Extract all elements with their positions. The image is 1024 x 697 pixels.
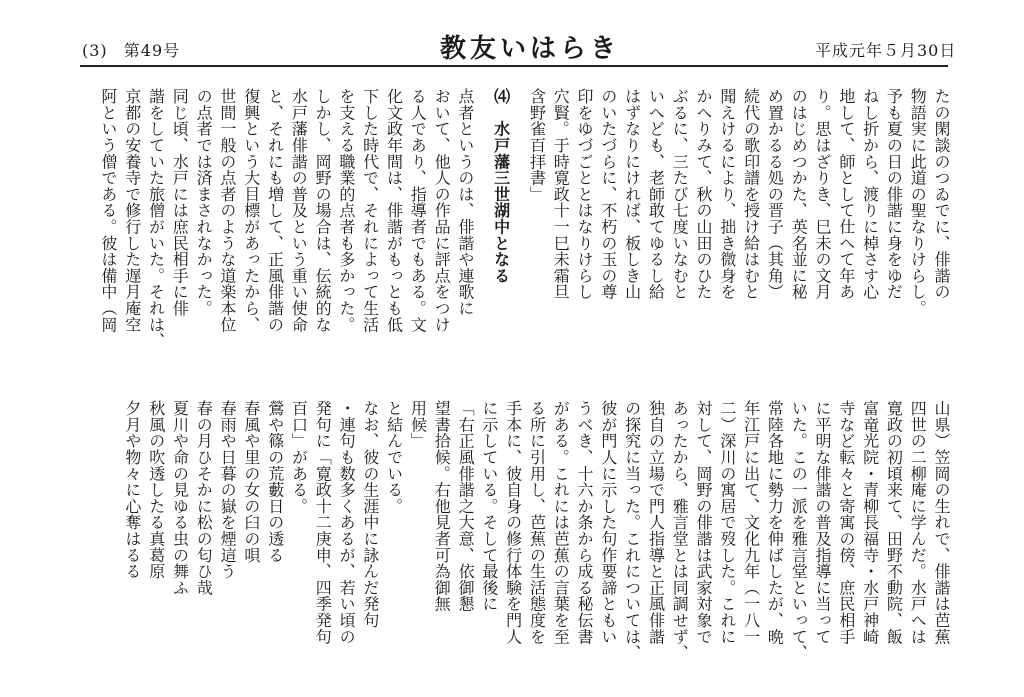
text-column: 水戸藩俳諧の普及という重い使命 bbox=[289, 88, 309, 333]
text-column: 百口」がある。 bbox=[289, 400, 309, 515]
text-column: 地して、師として仕へて年あ bbox=[836, 88, 856, 300]
text-column: 世間一般の点者のような道楽本位 bbox=[217, 88, 237, 333]
text-column: 望書拾候。右他見者可為御無 bbox=[432, 400, 452, 612]
text-column: 同じ頃、水戸には庶民相手に俳 bbox=[170, 88, 190, 317]
haiku-line: 春雨や日暮の嶽を煙這う bbox=[218, 400, 238, 580]
column-gap bbox=[513, 88, 525, 403]
text-column: かへりみて、秋の山田のひた bbox=[694, 88, 714, 300]
text-column: 続代の歌印譜を授け給はむと bbox=[741, 88, 761, 300]
text-column: る所に引用し、芭蕉の生活態度を bbox=[527, 400, 547, 645]
text-column: 発句に「寛政十二庚申、四季発句 bbox=[313, 400, 333, 645]
text-column: 常陸各地に勢力を伸ばしたが、晩 bbox=[765, 400, 785, 645]
text-column: 年江戸に出て、文化九年（一八一 bbox=[741, 400, 761, 645]
text-column: と、それにも増して、正風俳諧の bbox=[265, 88, 285, 333]
text-column: の点者では済まされなかった。 bbox=[194, 88, 214, 317]
column-gap bbox=[477, 88, 489, 403]
text-column: いた。この一派を雅言堂といって、 bbox=[789, 400, 809, 661]
text-column: たの閑談のつゐでに、俳諧の bbox=[932, 88, 951, 300]
lower-text-block bbox=[88, 400, 953, 690]
text-column: 寛政の初頃来て、田野不動院、飯 bbox=[884, 400, 904, 645]
haiku-line: 春の月ひそかに松の匂ひ哉 bbox=[194, 400, 214, 596]
text-column: 阿という僧である。彼は備中（岡 bbox=[98, 88, 118, 333]
haiku-line: 夕月や物々に心奪はるる bbox=[122, 400, 142, 580]
haiku-line: 鶯や篠の荒藪日の透る bbox=[265, 400, 285, 563]
text-column: ぶるに、三たび七度いなむと bbox=[670, 88, 690, 300]
text-column: 京都の安養寺で修行した遅月庵空 bbox=[122, 88, 142, 333]
text-column: 手本に、彼自身の修行体験を門人 bbox=[503, 400, 523, 645]
haiku-line: 秋風の吹透したる真葛原 bbox=[146, 400, 166, 580]
text-column: あったから、雅言堂とは同調せず、 bbox=[670, 400, 690, 661]
text-column: のはじめつかた、英名並に秘 bbox=[789, 88, 809, 300]
text-column: 独自の立場で門人指導と正風俳諧 bbox=[646, 400, 666, 645]
text-column: 含野雀百拝書」 bbox=[527, 88, 547, 203]
text-column: 二）深川の寓居で歿した。これに bbox=[717, 400, 737, 645]
text-column: 物語実に此道の聖なりけらし。 bbox=[908, 88, 928, 317]
text-column: ・連句も数多くあるが、若い頃の bbox=[337, 400, 357, 645]
text-column: 予も夏の日の俳諧に身をゆだ bbox=[884, 88, 904, 300]
text-column: 点者というのは、俳諧や連歌に bbox=[455, 88, 475, 317]
text-column: ねし折から、渡りに棹さす心 bbox=[860, 88, 880, 300]
page-number: (3) bbox=[82, 41, 108, 60]
text-column: 彼が門人に示した句作要諦ともい bbox=[598, 400, 618, 645]
text-column: 四世の二柳庵に学んだ。水戸へは bbox=[908, 400, 928, 645]
text-column: を支える職業的点者も多かった。 bbox=[336, 88, 356, 333]
text-column: め置かるる処の晋子（其角） bbox=[765, 88, 785, 300]
text-column: 富竜光院・青柳長福寺・水戸神崎 bbox=[860, 400, 880, 645]
upper-text-block bbox=[95, 88, 953, 403]
text-column: 印をゆづごととはなりけらし bbox=[575, 88, 595, 300]
text-column: 聞えけるにより、拙き微身を bbox=[717, 88, 737, 300]
text-column: しかし、岡野の場合は、伝統的な bbox=[313, 88, 333, 333]
haiku-line: 春風や里の女の臼の唄 bbox=[241, 400, 261, 563]
text-column: と結んでいる。 bbox=[384, 400, 404, 515]
text-column: 対して、岡野の俳諧は武家対象で bbox=[694, 400, 714, 645]
text-column: がある。これには芭蕉の言葉を至 bbox=[551, 400, 571, 645]
text-column: いへども、老師敢てゆるし給 bbox=[646, 88, 666, 300]
text-column: はずなりにければ、板しき山 bbox=[622, 88, 642, 300]
issue-date: 平成元年５月30日 bbox=[815, 41, 957, 60]
header-divider bbox=[80, 65, 948, 67]
text-column: に平明な俳諧の普及指導に当って bbox=[813, 400, 833, 645]
text-column: 復興という大目標があったから、 bbox=[241, 88, 261, 333]
text-column: 化文政年間は、俳諧がもっとも低 bbox=[384, 88, 404, 333]
page-header bbox=[0, 0, 1024, 70]
text-column: のいたづらに、不朽の玉の尊 bbox=[598, 88, 618, 300]
text-column: 寺など転々と寄寓の傍、庶民相手 bbox=[836, 400, 856, 645]
text-column: の探究に当った。これについては、 bbox=[622, 400, 642, 661]
issue-info bbox=[82, 38, 190, 61]
text-column: 穴賢。于時寛政十一巳未霜旦 bbox=[551, 88, 571, 300]
text-column: なお、彼の生涯中に詠んだ発句 bbox=[360, 400, 380, 629]
text-column: 下した時代で、それによって生活 bbox=[360, 88, 380, 333]
text-column: に示している。そして最後に bbox=[479, 400, 499, 612]
text-column: り。思はざりき、巳未の文月 bbox=[813, 88, 833, 300]
text-column: る人であり、指導者でもある。文 bbox=[408, 88, 428, 333]
text-column: おいて、他人の作品に評点をつけ bbox=[432, 88, 452, 333]
section-heading: ⑷ 水戸藩三世湖中となる bbox=[491, 88, 511, 284]
newsletter-title: 教友いはらき bbox=[440, 34, 621, 64]
haiku-line: 夏川や命の見ゆる虫の舞ふ bbox=[170, 400, 190, 596]
text-column: 「右正風俳諧之大意、依御懇 bbox=[456, 400, 476, 612]
issue-number: 第49号 bbox=[123, 41, 181, 60]
text-column: 諧をしていた旅僧がいた。それは、 bbox=[146, 88, 166, 349]
text-column: うべき、十六か条から成る秘伝書 bbox=[575, 400, 595, 645]
text-column: 用候」 bbox=[408, 400, 428, 449]
text-column: 山県）笠岡の生れで、俳諧は芭蕉 bbox=[932, 400, 951, 645]
